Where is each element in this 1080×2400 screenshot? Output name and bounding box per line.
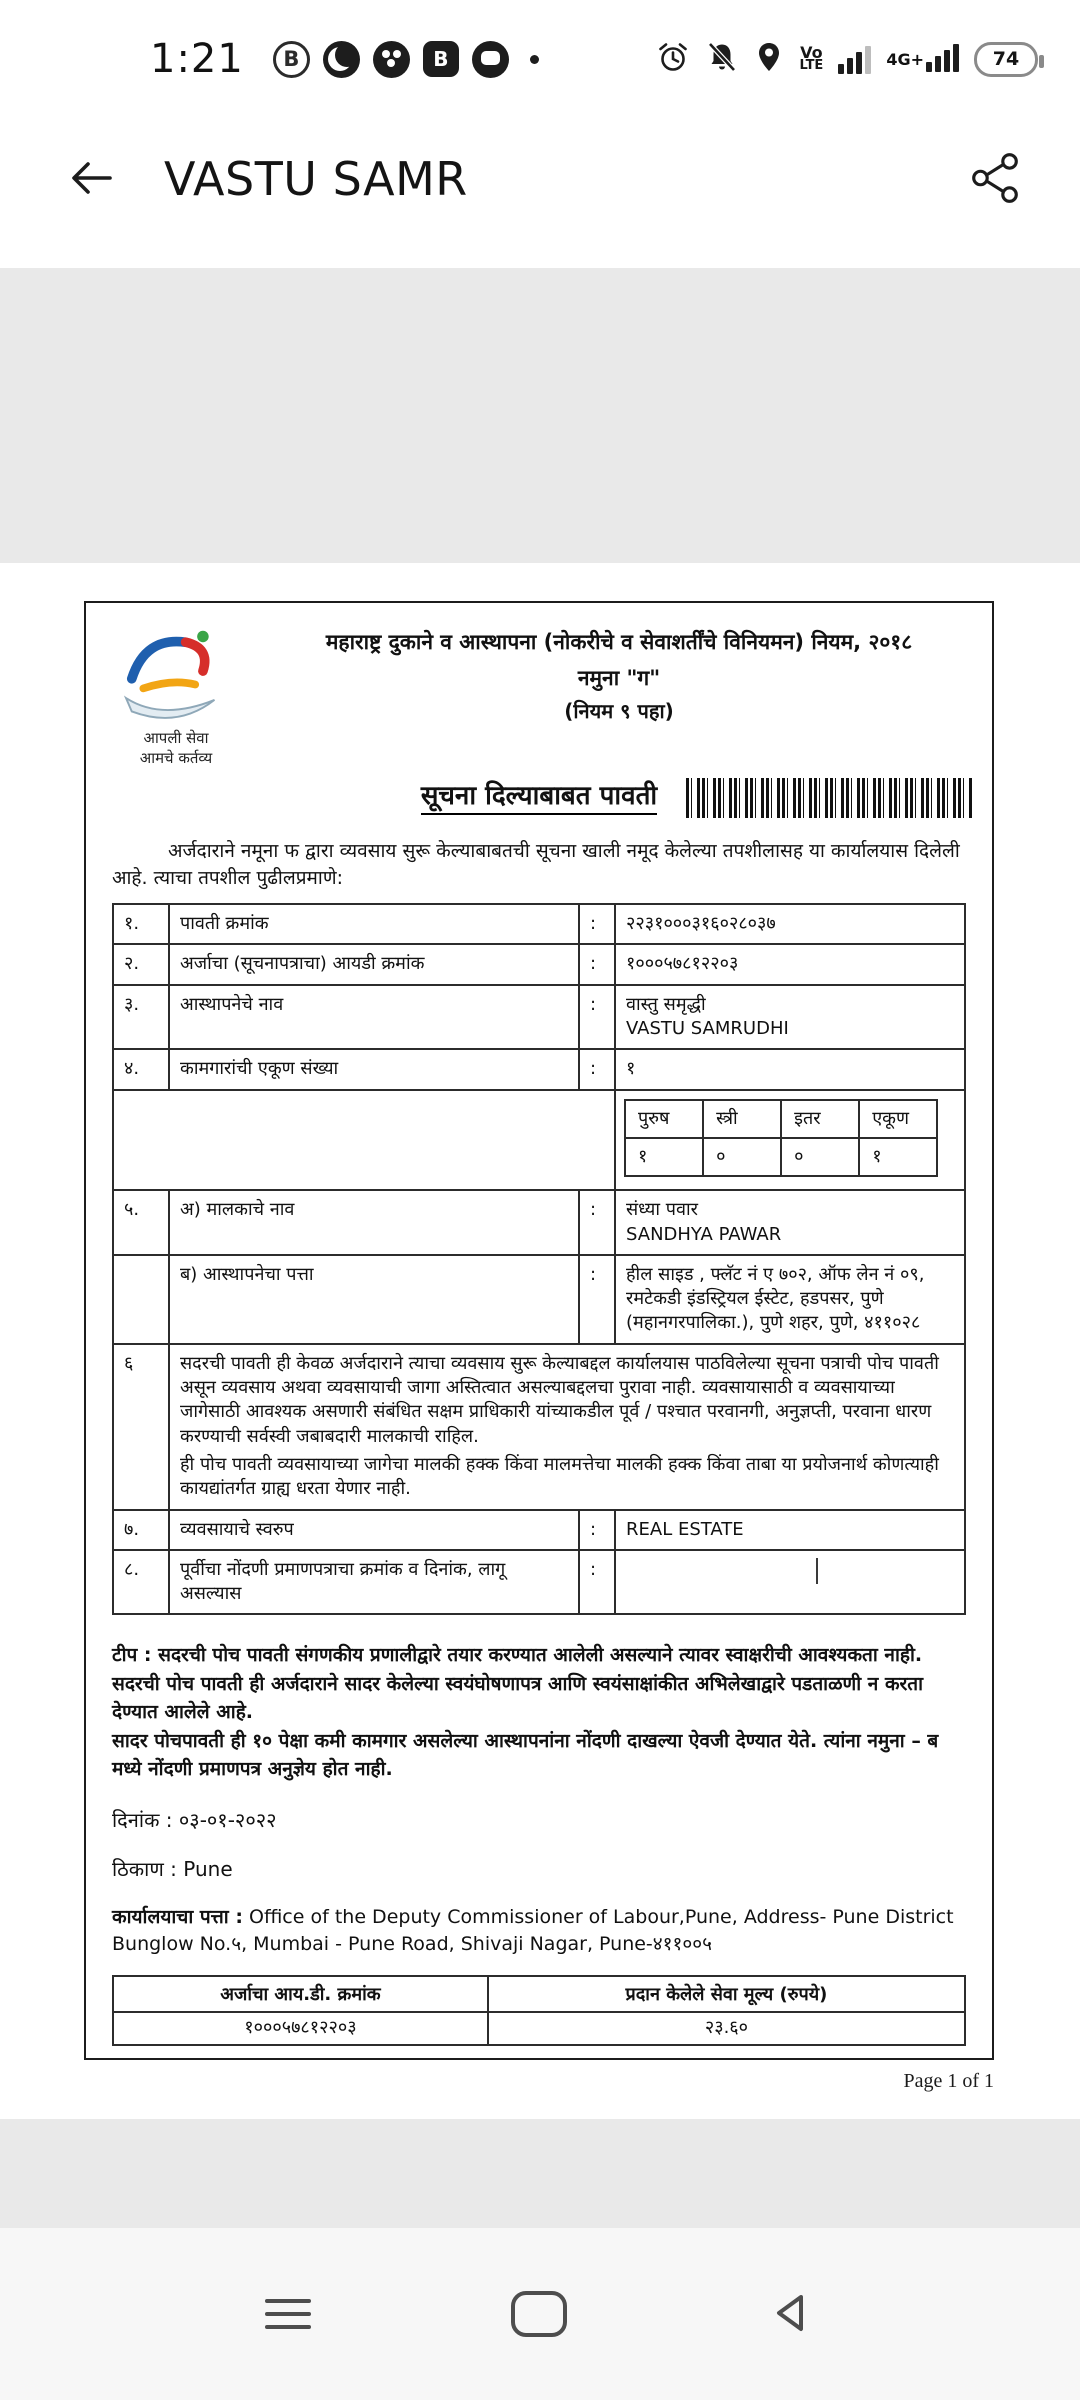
status-bar <box>0 28 1080 90</box>
row-number: ५. <box>113 1190 169 1255</box>
table-row: ४. कामगारांची एकूण संख्या : १ <box>113 1049 965 1089</box>
fee-value-service-fee: २३.६० <box>488 2012 965 2045</box>
row-number: ३. <box>113 985 169 1050</box>
workers-value-other: ० <box>781 1138 859 1176</box>
document-viewer[interactable] <box>0 563 1080 2119</box>
logo-caption: आपली सेवा आमचे कर्तव्य <box>139 729 213 767</box>
row-label: अर्जाचा (सूचनापत्राचा) आयडी क्रमांक <box>169 944 579 984</box>
notifications-muted-icon <box>705 40 739 78</box>
volte-icon: Vo LTE <box>799 43 824 74</box>
alarm-icon <box>656 40 690 78</box>
disclaimer-text: सदरची पावती ही केवळ अर्जदाराने त्याचा व्यवसाय सुरू केल्याबद्दल कार्यालयास पाठविलेल्या सूचना पत्राची पोच पावती असून व्यवसाय अथवा व्यवसायाची जागा अस्तित्वात असल्याबद्दलचा पुरावा नाही. व्यवसायासाठी व व्यवसायाच्या जागेसाठी आवश्यक असणारी संबंधित सक्षम प्राधिकारी यांच्याकडील पूर्व / पश्चात परवानगी, अनुज्ञप्ती, परवाना धारण करण्याची सर्वस्वी जबाबदारी मालकाची राहिल. ही पोच पावती व्यवसायाच्या जागेचा मालकी हक्क किंवा मालमत्तेचा मालकी हक्क किंवा ताबा या प्रयोजनार्थ कोणत्याही कायद्यांतर्गत ग्राह्य धरता येणार नाही. <box>169 1344 965 1510</box>
business-nature-value: REAL ESTATE <box>615 1510 965 1550</box>
page-title: VASTU SAMR <box>164 152 468 206</box>
act-title: महाराष्ट्र दुकाने व आस्थापना (नोकरीचे व सेवाशर्तींचे विनियमन) नियम, २०१८ <box>325 630 913 654</box>
office-address-line: कार्यालयाचा पत्ता : Office of the Deputy Commissioner of Labour,Pune, Address- Pune District Bunglow No.५, Mumbai - Pune Road, Shivaji Nagar, Pune-४११००५ <box>112 1905 954 1956</box>
row-value: २२३१०००३१६०२८०३७ <box>615 904 965 944</box>
share-button[interactable] <box>968 151 1022 208</box>
battery-indicator <box>974 42 1038 77</box>
workers-count-table <box>624 1099 938 1178</box>
status-indicators <box>656 40 1046 78</box>
workers-header-female: स्त्री <box>703 1100 781 1138</box>
workers-value-female: ० <box>703 1138 781 1176</box>
place-line: ठिकाण : Pune <box>112 1856 233 1881</box>
business-nature-label: व्यवसायाचे स्वरुप <box>169 1510 579 1550</box>
signal-strength-icon-sim1 <box>838 44 871 74</box>
fee-table <box>112 1975 966 2046</box>
table-row: १. पावती क्रमांक : २२३१०००३१६०२८०३७ <box>113 904 965 944</box>
form-number: नमुना "ग" <box>577 666 661 691</box>
barcode <box>686 778 974 818</box>
table-row: ब) आस्थापनेचा पत्ता : हील साइड , फ्लॅट नं ए ७०२, ऑफ लेन नं ०९, रमटेकडी इंडस्ट्रियल ईस्टेट, हडपसर, पुणे (महानगरपालिका.), पुणे शहर, पुणे, ४११०२८ <box>113 1255 965 1344</box>
network-type-label: 4G+ <box>886 50 924 69</box>
table-row: ८. पूर्वीचा नोंदणी प्रमाणपत्राचा क्रमांक व दिनांक, लागू असल्यास : <box>113 1550 965 1615</box>
row-number: ४. <box>113 1049 169 1089</box>
receipt-heading: सूचना दिल्याबाबत पावती <box>421 776 657 815</box>
arrow-left-icon <box>66 154 116 205</box>
workers-value-male: १ <box>625 1138 703 1176</box>
table-row: ७. व्यवसायाचे स्वरुप : REAL ESTATE <box>113 1510 965 1550</box>
fee-header-application-id: अर्जाचा आय.डी. क्रमांक <box>113 1976 488 2012</box>
header-area <box>0 0 1080 268</box>
signal-strength-icon-sim2 <box>886 42 959 76</box>
workers-header-other: इतर <box>781 1100 859 1138</box>
workers-header-total: एकूण <box>859 1100 937 1138</box>
app-notification-icon-2 <box>373 41 410 78</box>
status-time: 1:21 <box>150 36 244 82</box>
app-bar <box>0 118 1080 240</box>
owner-name-label: अ) मालकाचे नाव <box>169 1190 579 1255</box>
workers-value-total: १ <box>859 1138 937 1176</box>
intro-paragraph: अर्जदाराने नमूना फ द्वारा व्यवसाय सुरू केल्याबाबतची सूचना खाली नमूद केलेल्या तपशीलासह या कार्यालयास दिलेली आहे. त्याचा तपशील पुढीलप्रमाणे: <box>112 840 960 889</box>
row-value: १०००५७८१२२०३ <box>615 944 965 984</box>
previous-registration-label: पूर्वीचा नोंदणी प्रमाणपत्राचा क्रमांक व दिनांक, लागू असल्यास <box>169 1550 579 1615</box>
app-notification-icon-b-outline: B <box>273 41 310 78</box>
navigation-bar <box>0 2228 1080 2400</box>
details-table <box>112 903 966 1615</box>
document-header <box>100 623 978 768</box>
row-number: ८. <box>113 1550 169 1615</box>
table-row: २. अर्जाचा (सूचनापत्राचा) आयडी क्रमांक : १०००५७८१२२०३ <box>113 944 965 984</box>
table-row: ५. अ) मालकाचे नाव : संध्या पवार SANDHYA PAWAR <box>113 1190 965 1255</box>
back-button[interactable] <box>66 154 116 205</box>
row-number: ६ <box>113 1344 169 1510</box>
page-number-label: Page 1 of 1 <box>903 2070 994 2093</box>
recents-icon <box>265 2299 311 2329</box>
rule-reference: (नियम ९ पहा) <box>564 699 674 724</box>
row-value: वास्तु समृद्धी VASTU SAMRUDHI <box>615 985 965 1050</box>
fee-value-application-id: १०००५७८१२२०३ <box>113 2012 488 2045</box>
row-value: १ <box>615 1049 965 1089</box>
date-line: दिनांक : ०३-०१-२०२२ <box>112 1807 277 1832</box>
table-row <box>113 1090 965 1191</box>
app-notification-icon-b-square: B <box>423 41 459 77</box>
notification-overflow-dot <box>530 55 539 64</box>
establishment-address-label: ब) आस्थापनेचा पत्ता <box>169 1255 579 1344</box>
table-row: ३. आस्थापनेचे नाव : वास्तु समृद्धी VASTU SAMRUDHI <box>113 985 965 1050</box>
document-border-box <box>84 601 994 2060</box>
establishment-address-value: हील साइड , फ्लॅट नं ए ७०२, ऑफ लेन नं ०९, रमटेकडी इंडस्ट्रियल ईस्टेट, हडपसर, पुणे (महानगरपालिका.), पुणे शहर, पुणे, ४११०२८ <box>615 1255 965 1344</box>
previous-registration-value <box>615 1550 965 1615</box>
triangle-back-icon <box>767 2289 815 2340</box>
home-icon <box>511 2291 567 2337</box>
row-number: ७. <box>113 1510 169 1550</box>
row-label: कामगारांची एकूण संख्या <box>169 1049 579 1089</box>
government-logo <box>100 623 252 768</box>
row-number: २. <box>113 944 169 984</box>
fee-header-service-fee: प्रदान केलेले सेवा मूल्य (रुपये) <box>488 1976 965 2012</box>
row-label: पावती क्रमांक <box>169 904 579 944</box>
row-number: १. <box>113 904 169 944</box>
text-cursor <box>816 1558 818 1584</box>
home-button[interactable] <box>511 2291 567 2337</box>
location-icon <box>754 40 784 78</box>
owner-name-value: संध्या पवार SANDHYA PAWAR <box>615 1190 965 1255</box>
app-notification-icon-1 <box>323 41 360 78</box>
row-label: आस्थापनेचे नाव <box>169 985 579 1050</box>
app-notification-icon-3 <box>472 41 509 78</box>
recents-button[interactable] <box>265 2299 311 2329</box>
logo-graphic <box>117 623 235 723</box>
note-block: टीप : सदरची पोच पावती संगणकीय प्रणालीद्वारे तयार करण्यात आलेली असल्याने त्यावर स्वाक्षरीची आवश्यकता नाही. सदरची पोच पावती ही अर्जदाराने सादर केलेल्या स्वयंघोषणापत्र आणि स्वयंसाक्षांकीत अभिलेखाद्वारे पडताळणी न करता देण्यात आलेले आहे. सादर पोचपावती ही १० पेक्षा कमी कामगार असलेल्या आस्थापनांना नोंदणी दाखल्या ऐवजी देण्यात येते. त्यांना नमुना – ब मध्ये नोंदणी प्रमाणपत्र अनुज्ञेय होत नाही. <box>112 1644 939 1781</box>
workers-header-male: पुरुष <box>625 1100 703 1138</box>
table-row <box>113 1344 965 1510</box>
nav-back-button[interactable] <box>767 2289 815 2340</box>
share-icon <box>968 151 1022 208</box>
battery-percent-label: 74 <box>992 48 1020 70</box>
